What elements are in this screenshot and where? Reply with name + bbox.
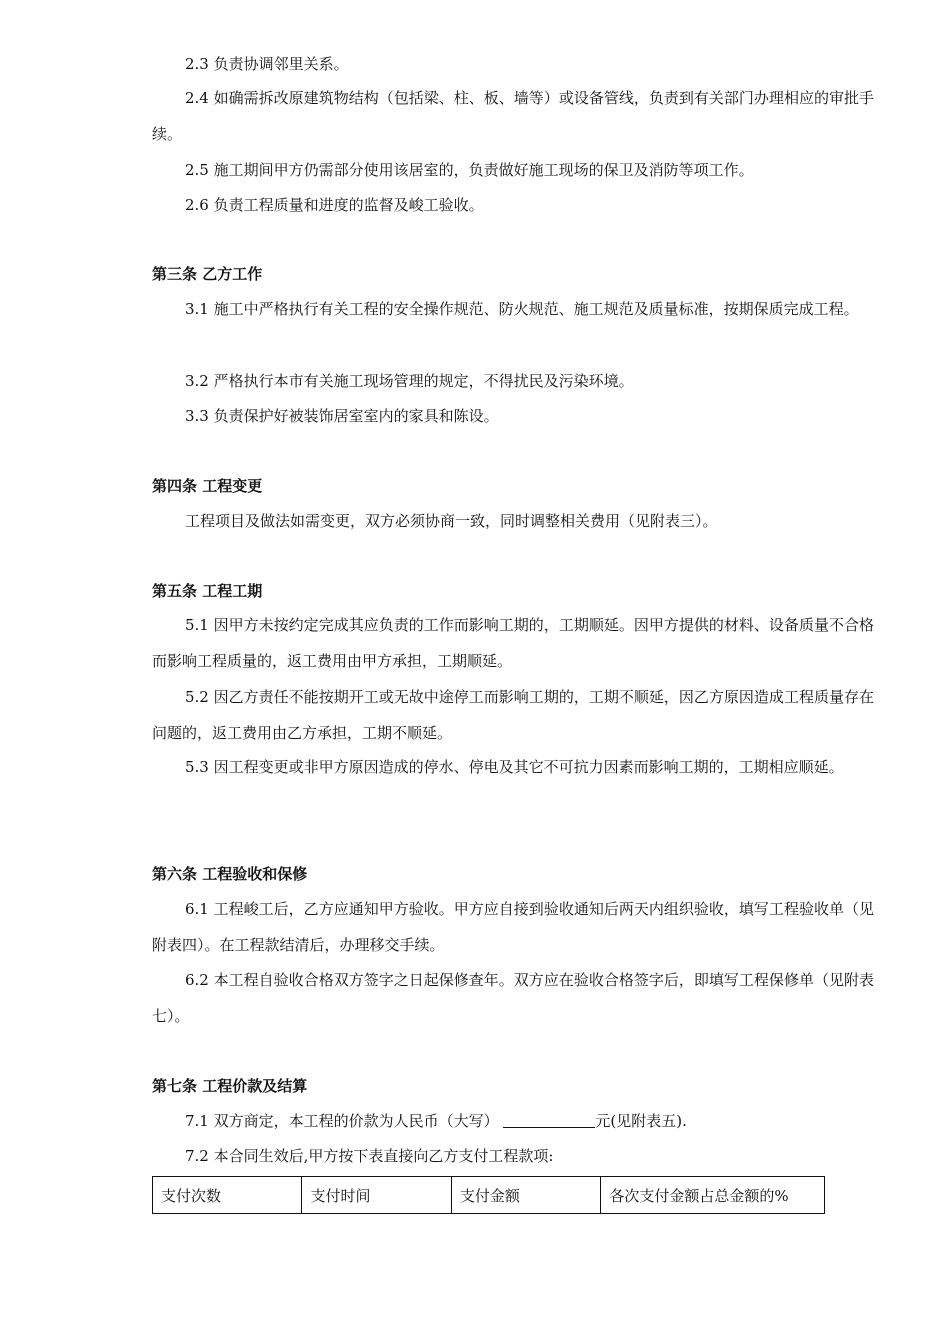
clause-3-2: 3.2 严格执行本市有关施工现场管理的规定，不得扰民及污染环境。 — [185, 372, 634, 390]
amount-blank — [503, 1113, 595, 1128]
section-5-heading: 第五条 工程工期 — [152, 582, 263, 600]
clause-7-1-after: 元(见附表五). — [595, 1112, 687, 1130]
header-payment-time: 支付时间 — [302, 1177, 451, 1214]
clause-3-1: 3.1 施工中严格执行有关工程的安全操作规范、防火规范、施工规范及质量标准，按期保质完成工程。 — [185, 300, 859, 318]
table-header-row — [153, 1177, 825, 1214]
clause-5-2: 5.2 因乙方责任不能按期开工或无故中途停工而影响工期的，工期不顺延，因乙方原因造成工程质量存在问题的，返工费用由乙方承担，工期不顺延。 — [152, 688, 874, 742]
clause-7-2: 7.2 本合同生效后,甲方按下表直接向乙方支付工程款项: — [185, 1147, 554, 1165]
section-4-heading: 第四条 工程变更 — [152, 477, 263, 495]
section-7-heading: 第七条 工程价款及结算 — [152, 1077, 308, 1095]
clause-7-1-before: 7.1 双方商定，本工程的价款为人民币（大写） — [185, 1112, 499, 1130]
clause-5-3: 5.3 因工程变更或非甲方原因造成的停水、停电及其它不可抗力因素而影响工期的，工期相应顺延。 — [185, 758, 844, 776]
clause-2-6: 2.6 负责工程质量和进度的监督及峻工验收。 — [185, 196, 484, 214]
clause-6-2: 6.2 本工程自验收合格双方签字之日起保修查年。双方应在验收合格签字后，即填写工程保修单（见附表七）。 — [152, 971, 874, 1025]
section-6-heading: 第六条 工程验收和保修 — [152, 865, 308, 883]
clause-2-4: 2.4 如确需拆改原建筑物结构（包括梁、柱、板、墙等）或设备管线，负责到有关部门办理相应的审批手续。 — [152, 89, 874, 143]
clause-6-1: 6.1 工程峻工后，乙方应通知甲方验收。甲方应自接到验收通知后两天内组织验收，填写工程验收单（见附表四）。在工程款结清后，办理移交手续。 — [152, 900, 874, 954]
header-payment-amount: 支付金额 — [451, 1177, 600, 1214]
clause-2-5: 2.5 施工期间甲方仍需部分使用该居室的，负责做好施工现场的保卫及消防等项工作。 — [185, 161, 754, 179]
clause-7-1 — [185, 1111, 687, 1131]
clause-4-text: 工程项目及做法如需变更，双方必须协商一致，同时调整相关费用（见附表三）。 — [185, 512, 718, 530]
section-3-heading: 第三条 乙方工作 — [152, 265, 263, 283]
clause-2-3: 2.3 负责协调邻里关系。 — [185, 55, 349, 73]
clause-3-3: 3.3 负责保护好被装饰居室室内的家具和陈设。 — [185, 407, 499, 425]
header-payment-count: 支付次数 — [153, 1177, 302, 1214]
header-payment-percent: 各次支付金额占总金额的% — [601, 1177, 825, 1214]
payment-table — [152, 1176, 825, 1214]
clause-5-1: 5.1 因甲方未按约定完成其应负责的工作而影响工期的，工期顺延。因甲方提供的材料、设备质量不合格而影响工程质量的，返工费用由甲方承担，工期顺延。 — [152, 616, 874, 670]
